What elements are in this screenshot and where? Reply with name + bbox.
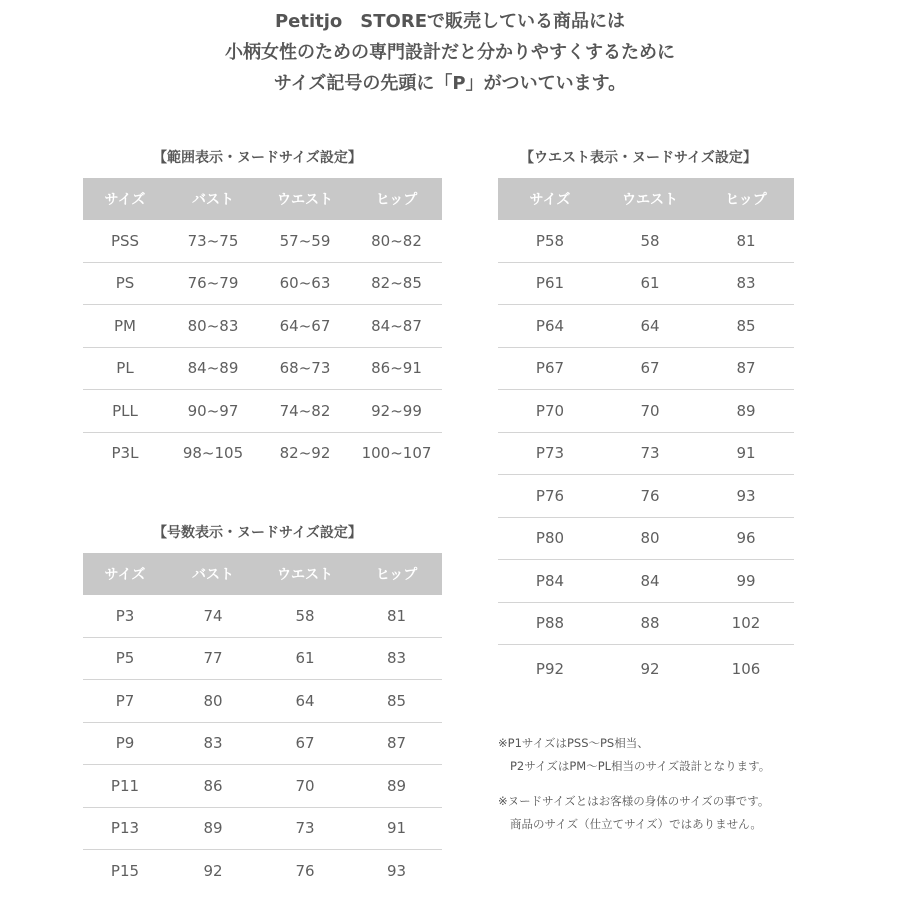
size-note-2 <box>498 790 769 836</box>
table-row <box>83 850 442 892</box>
intro-line-2: 小柄女性のための専門設計だと分かりやすくするために <box>225 42 675 63</box>
measurement-cell: 92 <box>203 861 223 880</box>
measurement-cell: 87 <box>351 722 442 765</box>
measurement-cell: 76~79 <box>167 262 259 305</box>
column-header: ウエスト <box>259 553 351 595</box>
measurement-cell: 106 <box>731 659 761 678</box>
measurement-cell: 86 <box>167 765 259 808</box>
measurement-cell: 98~105 <box>182 444 244 463</box>
size-code-cell: PS <box>83 262 167 305</box>
measurement-cell: 67 <box>602 347 698 390</box>
measurement-cell: 83 <box>167 722 259 765</box>
table-row <box>498 517 794 560</box>
size-code-cell: P80 <box>498 517 602 560</box>
size-code-cell: P5 <box>83 637 167 680</box>
measurement-cell: 83 <box>351 637 442 680</box>
column-header: サイズ <box>83 553 167 595</box>
measurement-cell: 77 <box>167 637 259 680</box>
table-row <box>498 262 794 305</box>
measurement-cell: 90~97 <box>167 390 259 433</box>
measurement-cell: 86~91 <box>351 347 442 390</box>
table-row <box>83 595 442 637</box>
column-header: バスト <box>167 553 259 595</box>
measurement-cell: 76 <box>602 475 698 518</box>
size-note-1 <box>498 732 770 778</box>
measurement-cell: 85 <box>351 680 442 723</box>
table-row <box>83 637 442 680</box>
table-row <box>498 347 794 390</box>
table-row <box>498 475 794 518</box>
note-1-line-1: ※P1サイズはPSS～PS相当、 <box>498 736 649 750</box>
column-header: ヒップ <box>351 178 442 220</box>
intro-line-3: サイズ記号の先頭に「P」がついています。 <box>273 73 627 94</box>
measurement-cell: 99 <box>698 560 794 603</box>
measurement-cell: 73 <box>602 432 698 475</box>
size-code-cell: PLL <box>83 390 167 433</box>
table-row <box>498 560 794 603</box>
table-row <box>498 432 794 475</box>
size-code-cell: P73 <box>498 432 602 475</box>
column-header: サイズ <box>498 178 602 220</box>
measurement-cell: 102 <box>698 602 794 645</box>
table-row <box>83 220 442 262</box>
measurement-cell: 84 <box>602 560 698 603</box>
measurement-cell: 61 <box>602 262 698 305</box>
measurement-cell: 93 <box>698 475 794 518</box>
measurement-cell: 82~92 <box>279 444 331 463</box>
size-code-cell: P76 <box>498 475 602 518</box>
column-header: サイズ <box>83 178 167 220</box>
measurement-cell: 93 <box>386 861 407 880</box>
size-code-cell: PL <box>83 347 167 390</box>
intro-text <box>0 6 900 99</box>
measurement-cell: 89 <box>698 390 794 433</box>
number-table-title: 【号数表示・ヌードサイズ設定】 <box>153 525 362 541</box>
measurement-cell: 82~85 <box>351 262 442 305</box>
table-row <box>498 645 794 693</box>
table-row <box>83 262 442 305</box>
measurement-cell: 64 <box>259 680 351 723</box>
measurement-cell: 91 <box>698 432 794 475</box>
size-code-cell: P11 <box>83 765 167 808</box>
measurement-cell: 70 <box>259 765 351 808</box>
waist-table-title: 【ウエスト表示・ヌードサイズ設定】 <box>520 150 757 166</box>
table-row <box>498 602 794 645</box>
measurement-cell: 76 <box>295 861 315 880</box>
measurement-cell: 84~87 <box>351 305 442 348</box>
measurement-cell: 58 <box>259 595 351 637</box>
size-code-cell: PSS <box>83 220 167 262</box>
measurement-cell: 68~73 <box>259 347 351 390</box>
measurement-cell: 73~75 <box>167 220 259 262</box>
size-code-cell: P3L <box>111 444 139 463</box>
measurement-cell: 85 <box>698 305 794 348</box>
table-row <box>83 432 442 474</box>
measurement-cell: 88 <box>602 602 698 645</box>
note-2-line-2: 商品のサイズ（仕立てサイズ）ではありません。 <box>510 817 762 831</box>
note-2-line-1: ※ヌードサイズとはお客様の身体のサイズの事です。 <box>498 794 770 808</box>
measurement-cell: 80~83 <box>167 305 259 348</box>
table-row <box>83 305 442 348</box>
measurement-cell: 74 <box>167 595 259 637</box>
size-code-cell: P88 <box>498 602 602 645</box>
note-1-line-2: P2サイズはPM～PL相当のサイズ設計となります。 <box>510 759 771 773</box>
measurement-cell: 73 <box>259 807 351 850</box>
measurement-cell: 61 <box>259 637 351 680</box>
column-header: バスト <box>167 178 259 220</box>
size-code-cell: P84 <box>498 560 602 603</box>
table-header-row <box>83 178 442 220</box>
measurement-cell: 89 <box>167 807 259 850</box>
size-code-cell: PM <box>83 305 167 348</box>
size-code-cell: P7 <box>83 680 167 723</box>
table-header-row <box>83 553 442 595</box>
size-code-cell: P15 <box>110 861 140 880</box>
measurement-cell: 60~63 <box>259 262 351 305</box>
measurement-cell: 67 <box>259 722 351 765</box>
measurement-cell: 80 <box>602 517 698 560</box>
measurement-cell: 89 <box>351 765 442 808</box>
size-code-cell: P70 <box>498 390 602 433</box>
table-row <box>498 220 794 262</box>
column-header: ヒップ <box>351 553 442 595</box>
column-header: ヒップ <box>698 178 794 220</box>
column-header: ウエスト <box>259 178 351 220</box>
size-code-cell: P58 <box>498 220 602 262</box>
measurement-cell: 96 <box>698 517 794 560</box>
intro-line-1: Petitjo STOREで販売している商品には <box>274 11 625 32</box>
table-header-row <box>498 178 794 220</box>
size-code-cell: P9 <box>83 722 167 765</box>
measurement-cell: 80 <box>167 680 259 723</box>
measurement-cell: 81 <box>698 220 794 262</box>
measurement-cell: 84~89 <box>167 347 259 390</box>
measurement-cell: 83 <box>698 262 794 305</box>
range-size-table <box>83 178 442 474</box>
size-code-cell: P61 <box>498 262 602 305</box>
number-size-table <box>83 553 442 892</box>
table-row <box>83 680 442 723</box>
measurement-cell: 92 <box>640 659 660 678</box>
measurement-cell: 57~59 <box>259 220 351 262</box>
measurement-cell: 92~99 <box>351 390 442 433</box>
table-row <box>498 305 794 348</box>
waist-size-table <box>498 178 794 692</box>
size-code-cell: P64 <box>498 305 602 348</box>
size-code-cell: P67 <box>498 347 602 390</box>
table-row <box>83 390 442 433</box>
measurement-cell: 80~82 <box>351 220 442 262</box>
measurement-cell: 70 <box>602 390 698 433</box>
measurement-cell: 100~107 <box>361 444 432 463</box>
measurement-cell: 81 <box>351 595 442 637</box>
size-code-cell: P92 <box>535 659 565 678</box>
table-row <box>83 347 442 390</box>
size-code-cell: P13 <box>83 807 167 850</box>
range-table-title: 【範囲表示・ヌードサイズ設定】 <box>153 150 362 166</box>
table-row <box>83 722 442 765</box>
table-row <box>83 765 442 808</box>
measurement-cell: 74~82 <box>259 390 351 433</box>
column-header: ウエスト <box>602 178 698 220</box>
measurement-cell: 64 <box>602 305 698 348</box>
table-row <box>83 807 442 850</box>
measurement-cell: 87 <box>698 347 794 390</box>
table-row <box>498 390 794 433</box>
measurement-cell: 64~67 <box>259 305 351 348</box>
measurement-cell: 91 <box>351 807 442 850</box>
size-code-cell: P3 <box>83 595 167 637</box>
measurement-cell: 58 <box>602 220 698 262</box>
